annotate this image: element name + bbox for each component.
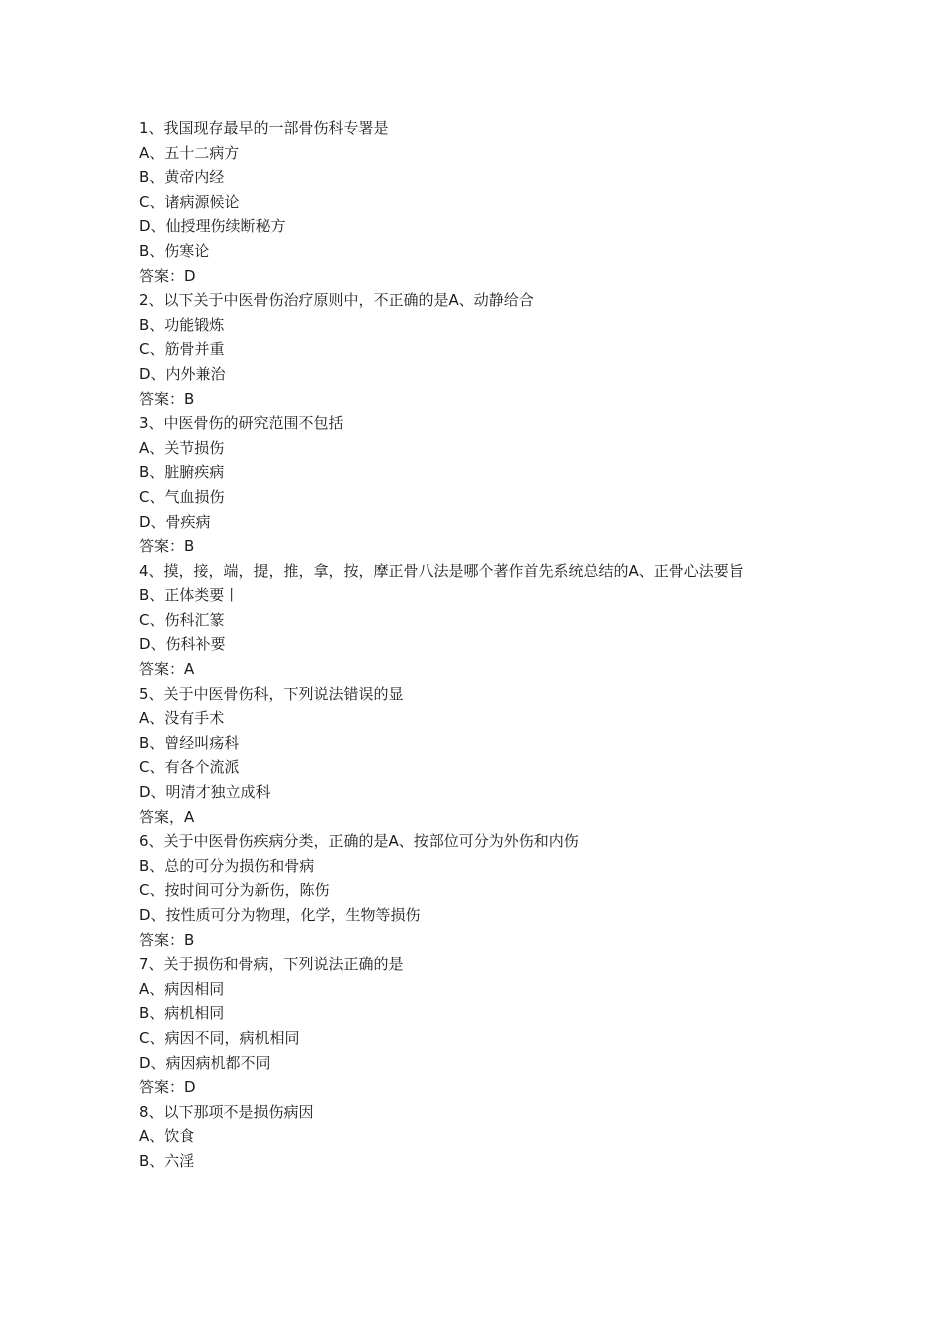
question-text: 1、我国现存最早的一部骨伤科专署是 (139, 119, 389, 137)
option-line: D、骨疾病 (139, 512, 211, 531)
option-line: B、正体类要丨 (139, 586, 240, 605)
answer-line: 答案：B (139, 537, 195, 556)
question-text: 2、以下关于中医骨伤治疗原则中，不正确的是A、动静给合 (139, 291, 534, 310)
option-line: B、脏腑疾病 (139, 463, 225, 482)
answer-line: 答案，A (139, 807, 195, 826)
option-line: C、筋骨并重 (139, 340, 225, 359)
option-line: C、有各个流派 (139, 758, 240, 777)
option-line: C、气血损伤 (139, 487, 225, 506)
answer-line: 答案：D (139, 1078, 196, 1097)
option-line: B、总的可分为损伤和骨病 (139, 856, 315, 875)
option-line: C、伤科汇篆 (139, 610, 225, 629)
option-line: D、病因病机都不同 (139, 1053, 271, 1072)
option-line: B、曾经叫疡科 (139, 733, 240, 752)
document-body (139, 116, 819, 1174)
option-line: A、关节损伤 (139, 438, 225, 457)
option-line: B、六淫 (139, 1151, 195, 1170)
option-line: C、病因不同，病机相同 (139, 1028, 300, 1047)
option-line: B、病机相同 (139, 1004, 225, 1023)
option-line: B、伤寒论 (139, 241, 210, 260)
option-line: D、明清才独立成科 (139, 783, 271, 802)
answer-line: 答案：A (139, 660, 195, 679)
option-line: B、黄帝内经 (139, 168, 225, 187)
question-text: 6、关于中医骨伤疾病分类，正确的是A、按部位可分为外伤和内伤 (139, 832, 579, 851)
answer-line: 答案：D (139, 266, 196, 285)
option-line: B、功能锻炼 (139, 315, 225, 334)
option-line: D、按性质可分为物理，化学，生物等损伤 (139, 906, 421, 924)
answer-line: 答案：B (139, 930, 195, 949)
option-line: C、诸病源候论 (139, 192, 240, 211)
option-line: A、没有手术 (139, 709, 225, 728)
question-text: 7、关于损伤和骨病，下列说法正确的是 (139, 955, 404, 974)
option-line: A、五十二病方 (139, 143, 240, 162)
option-line: D、内外兼治 (139, 364, 226, 383)
option-line: C、按时间可分为新伤，陈伤 (139, 881, 330, 900)
option-line: D、仙授理伤续断秘方 (139, 217, 286, 236)
option-line: A、饮食 (139, 1127, 195, 1146)
question-text: 3、中医骨伤的研究范围不包括 (139, 414, 344, 433)
question-text: 8、以下那项不是损伤病因 (139, 1102, 314, 1121)
option-line: A、病因相同 (139, 979, 225, 998)
answer-line: 答案：B (139, 389, 195, 408)
option-line: D、伤科补要 (139, 635, 226, 654)
question-text: 5、关于中医骨伤科，下列说法错误的显 (139, 684, 404, 703)
question-text: 4、摸，接，端，提，推，拿，按，摩正骨八法是哪个著作首先系统总结的A、正骨心法要旨 (139, 561, 744, 580)
